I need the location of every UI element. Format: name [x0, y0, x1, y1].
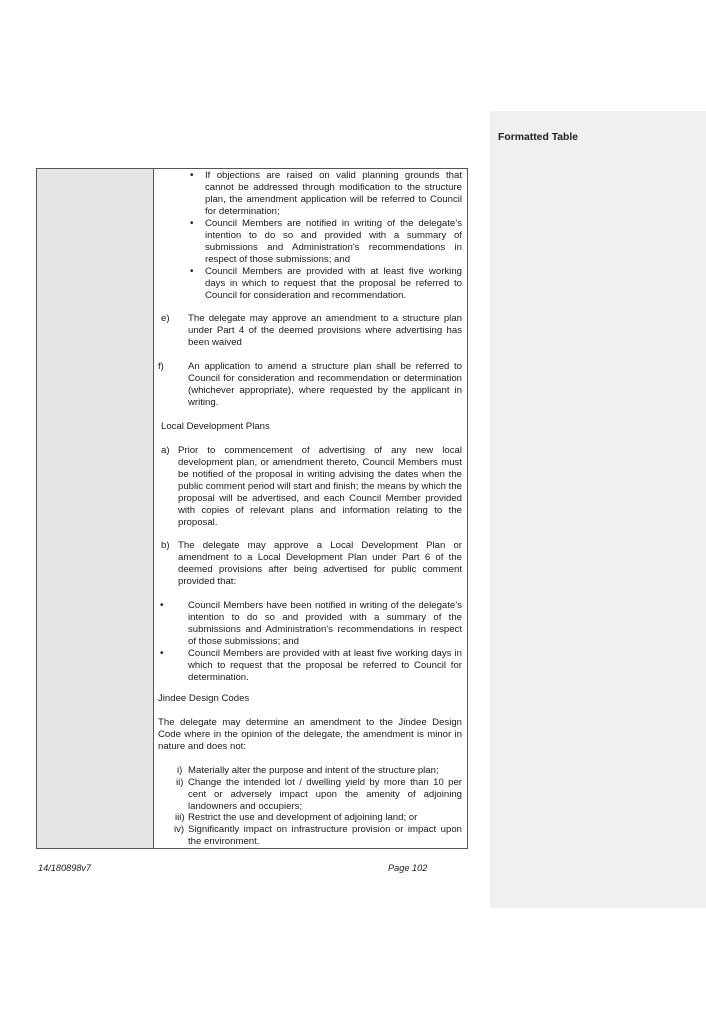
ldp-a-text: Prior to commencement of advertising of any new local development plan, or amendment thereto, Council Members must be notified of the proposal in writing advising the dates when the public comment period will start and finish; the means by which the proposal will be advertised, and each Council Member provided with copies of relevant plans and information relating to the proposal. — [178, 445, 462, 528]
jindee-heading: Jindee Design Codes — [158, 693, 250, 704]
jindee-item-text: Change the intended lot / dwelling yield by more than 10 per cent or adversely impact upon the amenity of adjoining landowners and occupiers; — [188, 777, 462, 812]
item-e-text: The delegate may approve an amendment to a structure plan under Part 4 of the deemed provisions where advertising has been waived — [188, 313, 462, 348]
list-item: Council Members are provided with at least five working days in which to request that the proposal be referred to Council for determination. — [188, 648, 462, 683]
item-f-marker: f) — [158, 361, 164, 372]
bullet-dot: • — [160, 648, 164, 659]
ldp-a-marker: a) — [161, 445, 170, 456]
list-item: Council Members are provided with at least five working days in which to request that the proposal be referred to Council for consideration and recommendation. — [205, 266, 462, 301]
jindee-item-marker: iv) — [174, 824, 185, 835]
table-left-cell — [37, 169, 154, 848]
jindee-item-marker: iii) — [175, 812, 185, 823]
ldp-b-text: The delegate may approve a Local Development Plan or amendment to a Local Development Plan under Part 6 of the deemed provisions after being advertised for public comment provided that: — [178, 540, 462, 587]
list-item: If objections are raised on valid planning grounds that cannot be addressed through modification to the structure plan, the amendment application will be referred to Council for determination; — [205, 170, 462, 217]
jindee-item-marker: i) — [177, 765, 183, 776]
list-item: Council Members have been notified in writing of the delegate’s intention to do so and provided with a summary of the submissions and Administration's recommendations in respect of those submissions; and — [188, 600, 462, 647]
bullet-dot: • — [190, 266, 194, 277]
document-reference: 14/180898v7 — [38, 863, 92, 873]
comment-title: Formatted Table — [498, 132, 579, 143]
jindee-item-marker: ii) — [176, 777, 184, 788]
page-number: Page 102 — [388, 863, 428, 873]
bullet-dot: • — [160, 600, 164, 611]
item-e-marker: e) — [161, 313, 170, 324]
jindee-intro: The delegate may determine an amendment to the Jindee Design Code where in the opinion of the delegate, the amendment is minor in nature and does not: — [158, 717, 462, 752]
ldp-b-marker: b) — [161, 540, 170, 551]
jindee-item-text: Materially alter the purpose and intent of the structure plan; — [188, 765, 439, 776]
jindee-item-text: Restrict the use and development of adjoining land; or — [188, 812, 418, 823]
ldp-heading: Local Development Plans — [161, 421, 270, 432]
list-item: Council Members are notified in writing of the delegate’s intention to do so and provided with a summary of submissions and Administration's recommendations in respect of those submissions; and — [205, 218, 462, 265]
item-f-text: An application to amend a structure plan shall be referred to Council for consideration and recommendation or determination (whichever appropriate), where requested by the applicant in writing. — [188, 361, 462, 408]
comment-pane — [490, 111, 706, 908]
bullet-dot: • — [190, 218, 194, 229]
bullet-dot: • — [190, 170, 194, 181]
jindee-item-text: Significantly impact on infrastructure provision or impact upon the environment. — [188, 824, 462, 847]
